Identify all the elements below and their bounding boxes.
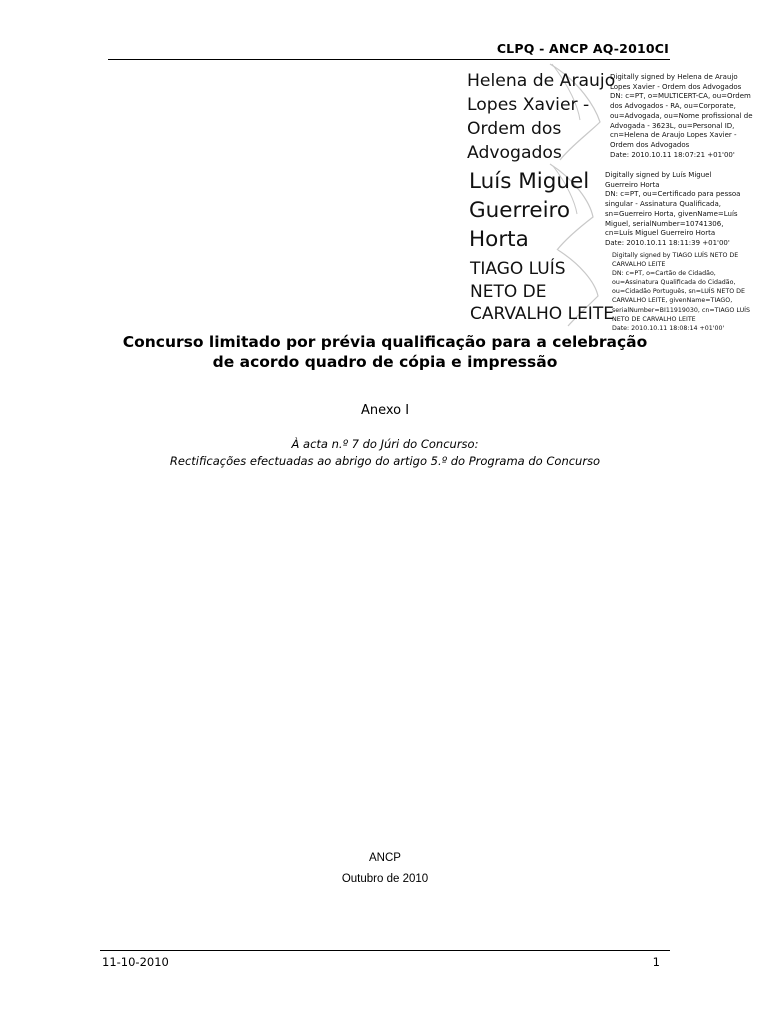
footer-divider bbox=[100, 950, 670, 951]
signature-detail-line: Guerreiro Horta bbox=[605, 180, 660, 189]
signature-detail-line: CARVALHO LEITE, givenName=TIAGO, bbox=[612, 297, 733, 305]
signer-name-line: Guerreiro bbox=[469, 198, 571, 223]
signature-detail-line: Ordem dos Advogados bbox=[610, 140, 690, 149]
signature-detail-line: serialNumber=BI11919030, cn=TIAGO LUÍS bbox=[612, 306, 751, 314]
signer-name-line: Helena de Araujo bbox=[467, 71, 616, 91]
signature-details bbox=[605, 171, 740, 249]
page-number: 1 bbox=[652, 955, 660, 969]
document-title-line: Concurso limitado por prévia qualificação para a celebração bbox=[122, 333, 648, 351]
signature-detail-line: Advogada - 3623L, ou=Personal ID, bbox=[610, 121, 735, 130]
signature-detail-line: Lopes Xavier - Ordem dos Advogados bbox=[610, 82, 742, 91]
signature-detail-line: dos Advogados - RA, ou=Corporate, bbox=[610, 102, 736, 111]
signer-name-line: Luís Miguel bbox=[469, 169, 590, 194]
signer-name-line: Ordem dos bbox=[467, 119, 562, 139]
signer-name bbox=[467, 69, 615, 165]
subtitle-line: À acta n.º 7 do Júri do Concurso: bbox=[291, 437, 479, 451]
signature-detail-line: ou=Assinatura Qualificada do Cidadão, bbox=[612, 279, 736, 287]
signer-name bbox=[470, 258, 614, 326]
signature-detail-line: DN: c=PT, o=MULTICERT-CA, ou=Ordem bbox=[610, 92, 751, 101]
signer-name-line: CARVALHO LEITE bbox=[470, 304, 614, 324]
signature-detail-line: Digitally signed by Helena de Araujo bbox=[610, 73, 738, 81]
signature-detail-line: Date: 2010.10.11 18:08:14 +01'00' bbox=[612, 324, 725, 332]
signature-detail-line: cn=Helena de Araujo Lopes Xavier - bbox=[610, 131, 737, 140]
signature-detail-line: DN: c=PT, o=Cartão de Cidadão, bbox=[612, 270, 716, 278]
footer-date: 11-10-2010 bbox=[102, 955, 169, 969]
signer-name-line: Lopes Xavier - bbox=[467, 95, 590, 115]
signature-detail-line: Date: 2010.10.11 18:07:21 +01'00' bbox=[610, 150, 735, 159]
signature-detail-line: cn=Luís Miguel Guerreiro Horta bbox=[605, 229, 716, 238]
organization-name: ANCP bbox=[369, 852, 401, 864]
document-code: CLPQ - ANCP AQ-2010CI bbox=[496, 41, 669, 56]
document-title bbox=[60, 332, 710, 372]
annex-heading: Anexo I bbox=[360, 403, 410, 418]
subtitle-line: Rectificações efectuadas ao abrigo do artigo 5.º do Programa do Concurso bbox=[169, 454, 601, 468]
signature-detail-line: ou=Cidadão Português, sn=LUÍS NETO DE bbox=[612, 288, 745, 296]
signer-name-line: TIAGO LUÍS bbox=[470, 259, 566, 279]
signature-detail-line: Miguel, serialNumber=10741306, bbox=[605, 219, 724, 228]
signature-detail-line: CARVALHO LEITE bbox=[612, 261, 666, 269]
publication-date: Outubro de 2010 bbox=[341, 873, 429, 885]
signature-detail-line: Date: 2010.10.11 18:11:39 +01'00' bbox=[605, 238, 730, 247]
signature-detail-line: DN: c=PT, ou=Certificado para pessoa bbox=[605, 190, 741, 199]
signer-name-line: Horta bbox=[469, 227, 529, 252]
signature-detail-line: ou=Advogada, ou=Nome profissional de bbox=[610, 111, 753, 120]
document-title-line: de acordo quadro de cópia e impressão bbox=[212, 353, 558, 371]
signature-detail-line: NETO DE CARVALHO LEITE bbox=[612, 315, 696, 323]
signer-name bbox=[469, 167, 589, 254]
signature-detail-line: Digitally signed by TIAGO LUÍS NETO DE bbox=[612, 252, 739, 259]
signer-name-line: NETO DE bbox=[470, 281, 547, 302]
document-subtitle bbox=[0, 436, 770, 470]
header-divider bbox=[108, 59, 670, 60]
signature-details bbox=[612, 251, 750, 333]
signature-details bbox=[610, 73, 753, 160]
signature-detail-line: singular - Assinatura Qualificada, bbox=[605, 200, 721, 209]
signature-detail-line: sn=Guerreiro Horta, givenName=Luís bbox=[605, 209, 738, 218]
signer-name-line: Advogados bbox=[467, 143, 562, 163]
signature-detail-line: Digitally signed by Luís Miguel bbox=[605, 171, 712, 179]
